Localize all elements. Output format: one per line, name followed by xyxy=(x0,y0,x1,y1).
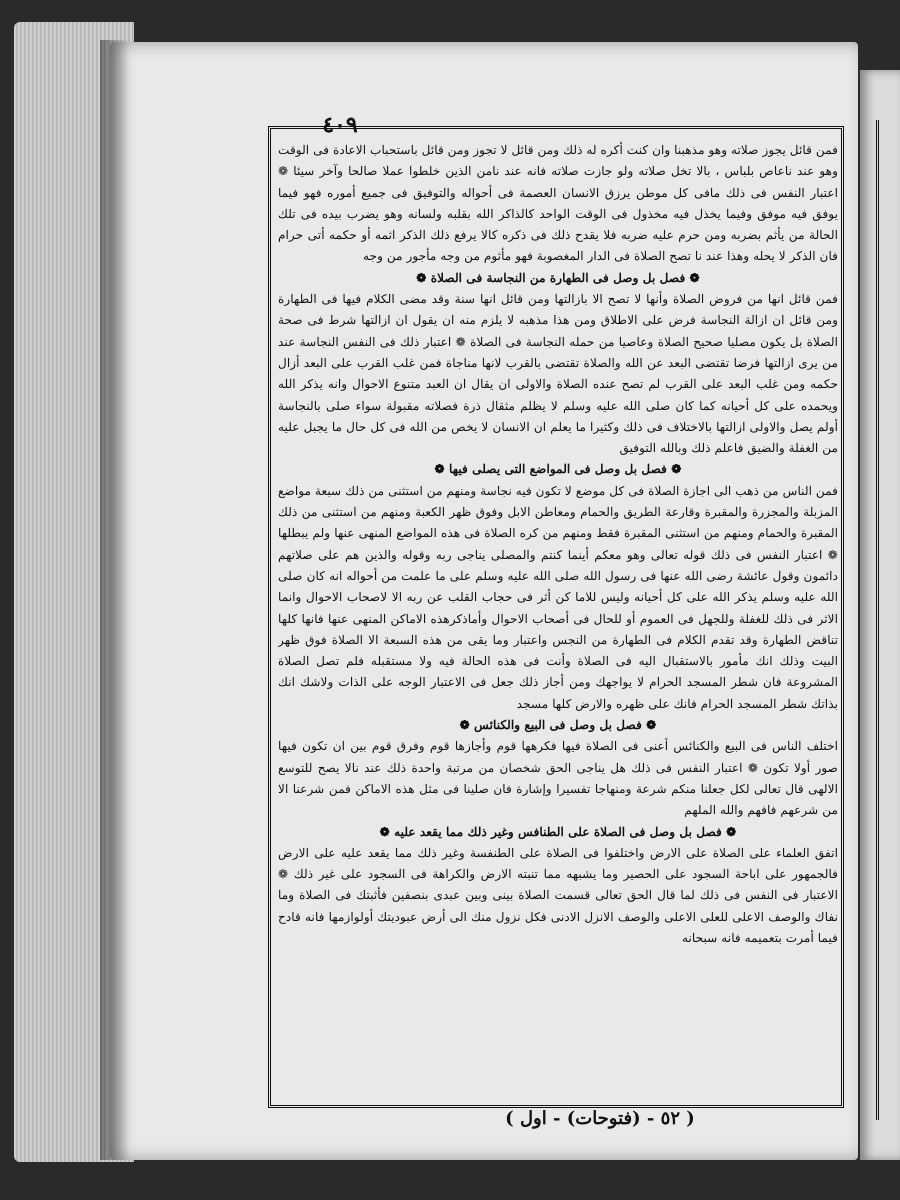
section-heading: ❁ فصل بل وصل فى الصلاة على الطنافس وغير ذلك مما يقعد عليه ❁ xyxy=(379,824,737,839)
paragraph: فمن قائل انها من فروض الصلاة وأنها لا تصح الا بازالتها ومن قائل انها سنة وقد مضى الكلام فيها فى الطهارة ومن قائل ان ازالة النجاسة فرض على الاطلاق ومن هذا مذهبه لا يلزم منه ان يقول ان ازالتها شرط فى صحة الصلاة بل يكون مصليا صحيح الصلاة وعاصيا من حمله النجاسة فى الصلاة ❁ اعتبار ذلك فى النفس النجاسة عند من يرى ازالتها فرضا تقتضى البعد عن الله والصلاة تقتضى بالقرب لانها مناجاة فمن غلب القرب على البعد أزال حكمه ومن غلب البعد على القرب لم تصح عنده الصلاة والاولى ان يقال ان العبد متنوع الاحوال وانه يذكر الله ويحمده على كل أحيانه كما كان صلى الله عليه وسلم لا يظلم مثقال ذرة فصلاته مقبولة سواء صلى بالنجاسة أولم يصل والاولى ازالتها بالاختلاف فى ذلك وكثيرا ما يعلم ان الانسان لا يخص من الله فى كل حال ما يجبل عليه من الغفلة والضيق فاعلم ذلك وبالله التوفيق xyxy=(278,292,838,456)
paragraph: اتفق العلماء على الصلاة على الارض واختلفوا فى الصلاة على الطنفسة وغير ذلك مما يقعد عليه على الارض فالجمهور على اباحة السجود على الحصير وما يشبهه مما تنبته الارض والكراهة فى السجود على غير ذلك ❁ الاعتبار فى النفس فى ذلك لما قال الحق تعالى قسمت الصلاة بينى وبين عبدى بنصفين فأثبتك فى الصلاة وما نفاك والوصف الاعلى للعلى الاعلى والوصف الانزل الادنى فكل نزول منك الى أرض عبوديتك أولوازمها فانه قادح فيما أمرت بتعميمه فانه سبحانه xyxy=(278,845,838,945)
page-number: ٤٠٩ xyxy=(322,112,358,138)
paragraph: فمن قائل يجوز صلاته وهو مذهبنا وان كنت أكره له ذلك ومن قائل لا تجوز ومن قائل باستحباب الاعادة فى الوقت وهو عند ناعاص بلباس ، بالا تخل صلاته ولو جازت صلاته فانه عند نامن الذين خلطوا عملا صالحا وآخر سيئا ❁ اعتبار النفس فى ذلك مافى كل موطن يرزق الانسان العصمة فى أحواله والتوفيق فى جميع أموره فهو فيما يوفق فيه موفق وفيما يخذل فيه مخذول فى الوقت الواحد كالذاكر الله بقلبه ولسانه وهو يضرب بيده فى تلك الحالة من يأثم بضربه ومن حرم عليه ضربه فلا يقدح ذلك فى ذكره كالا يرفع ذلك الذكر اثمه أو حكمه أتى حرام فان الذكر لا يحله وهذا عند نا تصح الصلاة فى الدار المغصوبة فهو مأثوم من وجه مأجور من وجه xyxy=(278,143,838,264)
page-text xyxy=(278,140,838,1100)
section-heading: ❁ فصل بل وصل فى المواضع التى يصلى فيها ❁ xyxy=(434,462,682,477)
paragraph: اختلف الناس فى البيع والكنائس أعنى فى الصلاة فيها فكرهها قوم وأجازها قوم وفرق قوم بين ان تكون فيها صور أولا تكون ❁ اعتبار النفس فى ذلك هل يناجى الحق شخصان من مرتبة واحدة ذلك عند نالا يصح للتوسع الالهى قال تعالى لكل جعلنا منكم شرعة ومنهاجا تفسيرا وإشارة فان صلينا فى مثل هذه الاماكن فمن شرعنا الا من شرعهم فافهم والله الملهم xyxy=(278,739,838,818)
paragraph: فمن الناس من ذهب الى اجازة الصلاة فى كل موضع لا تكون فيه نجاسة ومنهم من استثنى من ذلك سبعة مواضع المزبلة والمجزرة والمقبرة وقارعة الطريق والحمام ومعاطن الابل وفوق ظهر الكعبة ومنهم من استثنى من ذلك المقبرة والحمام ومنهم من استثنى المقبرة فقط ومنهم من كره الصلاة فى هذه المواضع المنهى عنها ولم يبطلها ❁ اعتبار النفس فى ذلك قوله تعالى وهو معكم أينما كنتم والمصلى يناجى ربه وقوله والذين هم على صلاتهم دائمون وقول عائشة رضى الله عنها فى رسول الله صلى الله عليه وسلم على ما علمت من أحواله انه كان صلى الله عليه وسلم يذكر الله على كل أحيانه وليس للاما كن أثر فى حجاب القلب عن ربه الا لاصحاب الاحوال وانما الاثر فى ذلك للغفلة وللجهل فى العموم أو للحال فى أصحاب الاحوال وأماذكرهذه الاماكن المنهى عنها فانها كلها تناقض الطهارة وقد تقدم الكلام فى الطهارة من النجس واعتبار وما يقى من هذه السبعة الا الصلاة فوق ظهر البيت وذلك انك مأمور بالاستقبال اليه فى الصلاة وأنت فى هذه الحالة فيه ولا مستقبله فلم تصل الصلاة المشروعة فان شطر المسجد الحرام لا يواجهك ومن أجاز ذلك جعل فى الاعتبار الوجه على الذات ولاشك انك بذاتك شطر المسجد الحرام فانك على ظهره والارض كلها مسجد xyxy=(278,483,838,711)
gutter-shadow xyxy=(100,40,130,1160)
page-footer: ( ٥٢ - (فتوحات) - اول ) xyxy=(505,1108,695,1129)
facing-page-frame xyxy=(876,120,900,1120)
section-heading: ❁ فصل بل وصل فى البيع والكنائس ❁ xyxy=(459,718,657,733)
section-heading: ❁ فصل بل وصل فى الطهارة من النجاسة فى الصلاة ❁ xyxy=(416,270,700,285)
